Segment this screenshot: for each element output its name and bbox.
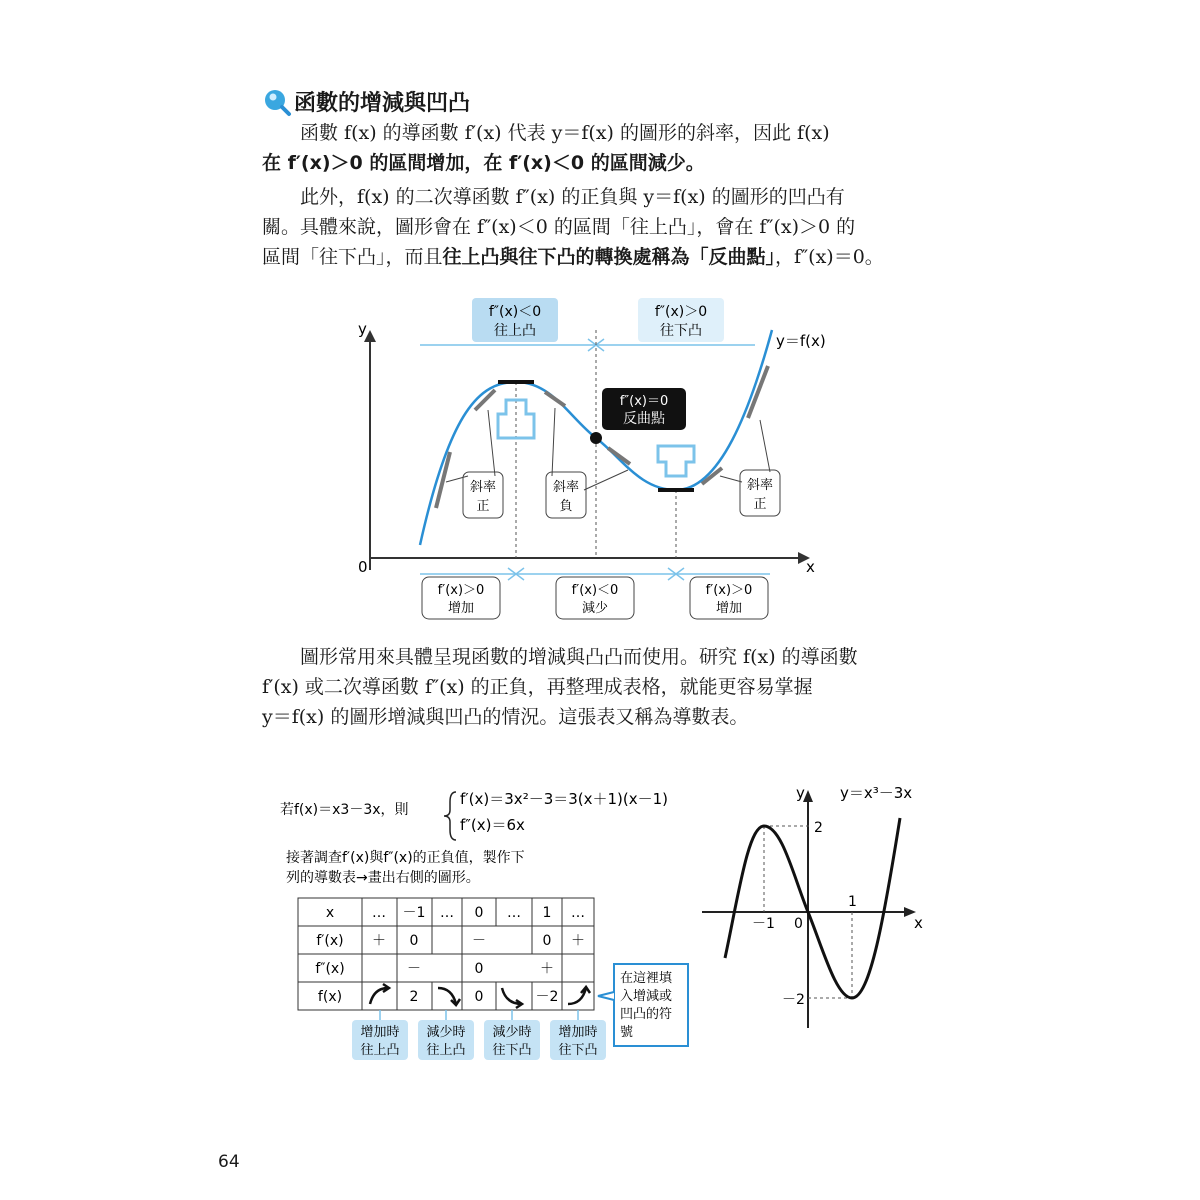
- paragraph-table-intro: [262, 642, 942, 732]
- tangent-seg-3: [545, 392, 565, 406]
- tag-3-line2: 往下凸: [492, 1043, 532, 1058]
- para3-line1: 圖形常用來具體呈現函數的增減與凸凸而使用。研究 f(x) 的導函數: [300, 646, 858, 668]
- cubic-tick-1: 1: [848, 894, 857, 910]
- para1-line2: 在 f′(x)＞0 的區間增加，在 f′(x)＜0 的區間減少。: [262, 152, 705, 174]
- tag-1-line1: 增加時: [360, 1025, 400, 1040]
- increase-1-cond: f′(x)＞0: [437, 583, 485, 598]
- increase-2-text: 增加: [715, 601, 743, 616]
- curve-label: y＝f(x): [776, 332, 826, 350]
- row-f2-minus: －: [407, 961, 421, 977]
- paragraph-derivative: [262, 118, 942, 178]
- concave-up-cond: f″(x)＞0: [654, 304, 708, 320]
- callout-line2: 入增減或: [620, 989, 673, 1004]
- row-f1-label: f′(x): [316, 933, 344, 949]
- slope-pos-1-line1: 斜率: [469, 480, 497, 495]
- section-heading: [262, 86, 470, 117]
- th-zero: 0: [474, 905, 484, 921]
- magnifier-icon: [262, 87, 292, 117]
- origin-label: 0: [358, 558, 368, 576]
- cubic-graph: [690, 778, 940, 1040]
- para2-line3a: 區間「往下凸」，而且: [262, 246, 443, 268]
- convex-down-symbol: [658, 446, 694, 476]
- decrease-text: 減少: [581, 601, 609, 616]
- row-f2-label: f″(x): [315, 961, 345, 977]
- th-dots-2: …: [440, 905, 454, 921]
- cubic-x-label: x: [914, 914, 923, 932]
- row-f1-plus-1: ＋: [372, 933, 386, 949]
- tag-1-line2: 往上凸: [360, 1043, 400, 1058]
- row-f2-zero: 0: [474, 961, 484, 977]
- example-intro: 若f(x)＝x3－3x，則: [280, 802, 409, 818]
- cubic-tick-neg2: －2: [782, 992, 805, 1008]
- cubic-y-label: y: [796, 784, 805, 802]
- th-neg1: －1: [402, 905, 426, 921]
- inflection-text: 反曲點: [623, 411, 665, 427]
- th-dots-3: …: [507, 905, 521, 921]
- arrow-dec-concave-down-icon: [438, 988, 460, 1005]
- slope-neg-line2: 負: [559, 499, 573, 514]
- row-f-zero: 0: [474, 989, 484, 1005]
- concave-down-cond: f″(x)＜0: [488, 304, 542, 320]
- tangent-seg-4: [608, 448, 630, 464]
- para2-line3c: ，f″(x)＝0。: [775, 246, 884, 268]
- callout-line3: 凹凸的符: [620, 1007, 673, 1022]
- concavity-graph: [340, 290, 860, 630]
- inflection-point: [590, 432, 602, 444]
- slope-pos-1-pointer: [446, 410, 495, 482]
- decrease-cond: f′(x)＜0: [571, 583, 619, 598]
- th-one: 1: [542, 905, 552, 921]
- row-f1-minus: －: [472, 933, 486, 949]
- row-f-label: f(x): [317, 989, 343, 1005]
- callout-line4: 號: [620, 1025, 634, 1040]
- row-f2-plus: ＋: [540, 961, 554, 977]
- para2-line3: [262, 242, 942, 272]
- tag-4-line1: 增加時: [558, 1025, 598, 1040]
- para1-line1: 函數 f(x) 的導函數 f′(x) 代表 y＝f(x) 的圖形的斜率，因此 f(x): [300, 122, 830, 144]
- tag-2-line2: 往上凸: [426, 1043, 466, 1058]
- arrow-dec-concave-up-icon: [502, 988, 522, 1008]
- increase-2-cond: f′(x)＞0: [705, 583, 753, 598]
- tag-4-line2: 往下凸: [558, 1043, 598, 1058]
- tag-2-line1: 減少時: [426, 1025, 466, 1040]
- eq-first-derivative: f′(x)＝3x²－3＝3(x＋1)(x－1): [460, 790, 669, 808]
- brace: [444, 792, 456, 840]
- para2-line2: 關。具體來說，圖形會在 f″(x)＜0 的區間「往上凸」，會在 f″(x)＞0 的: [262, 216, 856, 238]
- slope-pos-1-line2: 正: [476, 499, 490, 514]
- inflection-cond: f″(x)＝0: [619, 394, 669, 409]
- cubic-curve: [725, 818, 900, 998]
- para2-line1: 此外，f(x) 的二次導函數 f″(x) 的正負與 y＝f(x) 的圖形的凹凸有: [300, 186, 845, 208]
- callout-line1: 在這裡填: [620, 971, 673, 986]
- paragraph-concavity: [262, 182, 942, 272]
- th-x: x: [325, 905, 335, 921]
- cubic-tick-2: 2: [814, 820, 823, 836]
- cubic-title: y＝x³－3x: [840, 784, 913, 802]
- tag-3-line1: 減少時: [492, 1025, 532, 1040]
- increase-1-text: 增加: [447, 601, 475, 616]
- example-note-2: 列的導數表→畫出右側的圖形。: [286, 870, 480, 886]
- row-f1-zero-1: 0: [409, 933, 419, 949]
- row-f-min: －2: [535, 989, 559, 1005]
- x-axis-label: x: [806, 558, 815, 576]
- concave-down-text: 往上凸: [494, 323, 536, 339]
- concave-up-text: 往下凸: [660, 323, 702, 339]
- para3-line2: f′(x) 或二次導函數 f″(x) 的正負，再整理成表格，就能更容易掌握: [262, 676, 813, 698]
- arrow-inc-concave-up-icon: [568, 987, 590, 1004]
- row-f1-plus-2: ＋: [571, 933, 585, 949]
- slope-pos-2-line2: 正: [753, 497, 767, 512]
- para2-line3-bold: 往上凸與往下凸的轉換處稱為「反曲點」: [442, 246, 776, 268]
- example-note-1: 接著調查f′(x)與f″(x)的正負值，製作下: [286, 850, 525, 866]
- cubic-tick-neg1: －1: [752, 916, 775, 932]
- section-title: 函數的增減與凹凸: [294, 91, 471, 116]
- slope-neg-line1: 斜率: [552, 480, 580, 495]
- arrow-inc-concave-down-icon: [370, 984, 389, 1004]
- row-f1-zero-2: 0: [542, 933, 552, 949]
- page-number: 64: [218, 1152, 240, 1172]
- callout-pointer: [598, 992, 614, 1000]
- th-dots-4: …: [571, 905, 585, 921]
- derivative-table-example: [270, 770, 730, 1070]
- para3-line3: y＝f(x) 的圖形增減與凹凸的情況。這張表又稱為導數表。: [262, 706, 749, 728]
- slope-pos-2-line1: 斜率: [746, 478, 774, 493]
- y-axis-label: y: [358, 320, 367, 338]
- eq-second-derivative: f″(x)＝6x: [460, 816, 525, 834]
- row-f-max: 2: [409, 989, 419, 1005]
- th-dots-1: …: [372, 905, 386, 921]
- cubic-origin: 0: [794, 916, 803, 932]
